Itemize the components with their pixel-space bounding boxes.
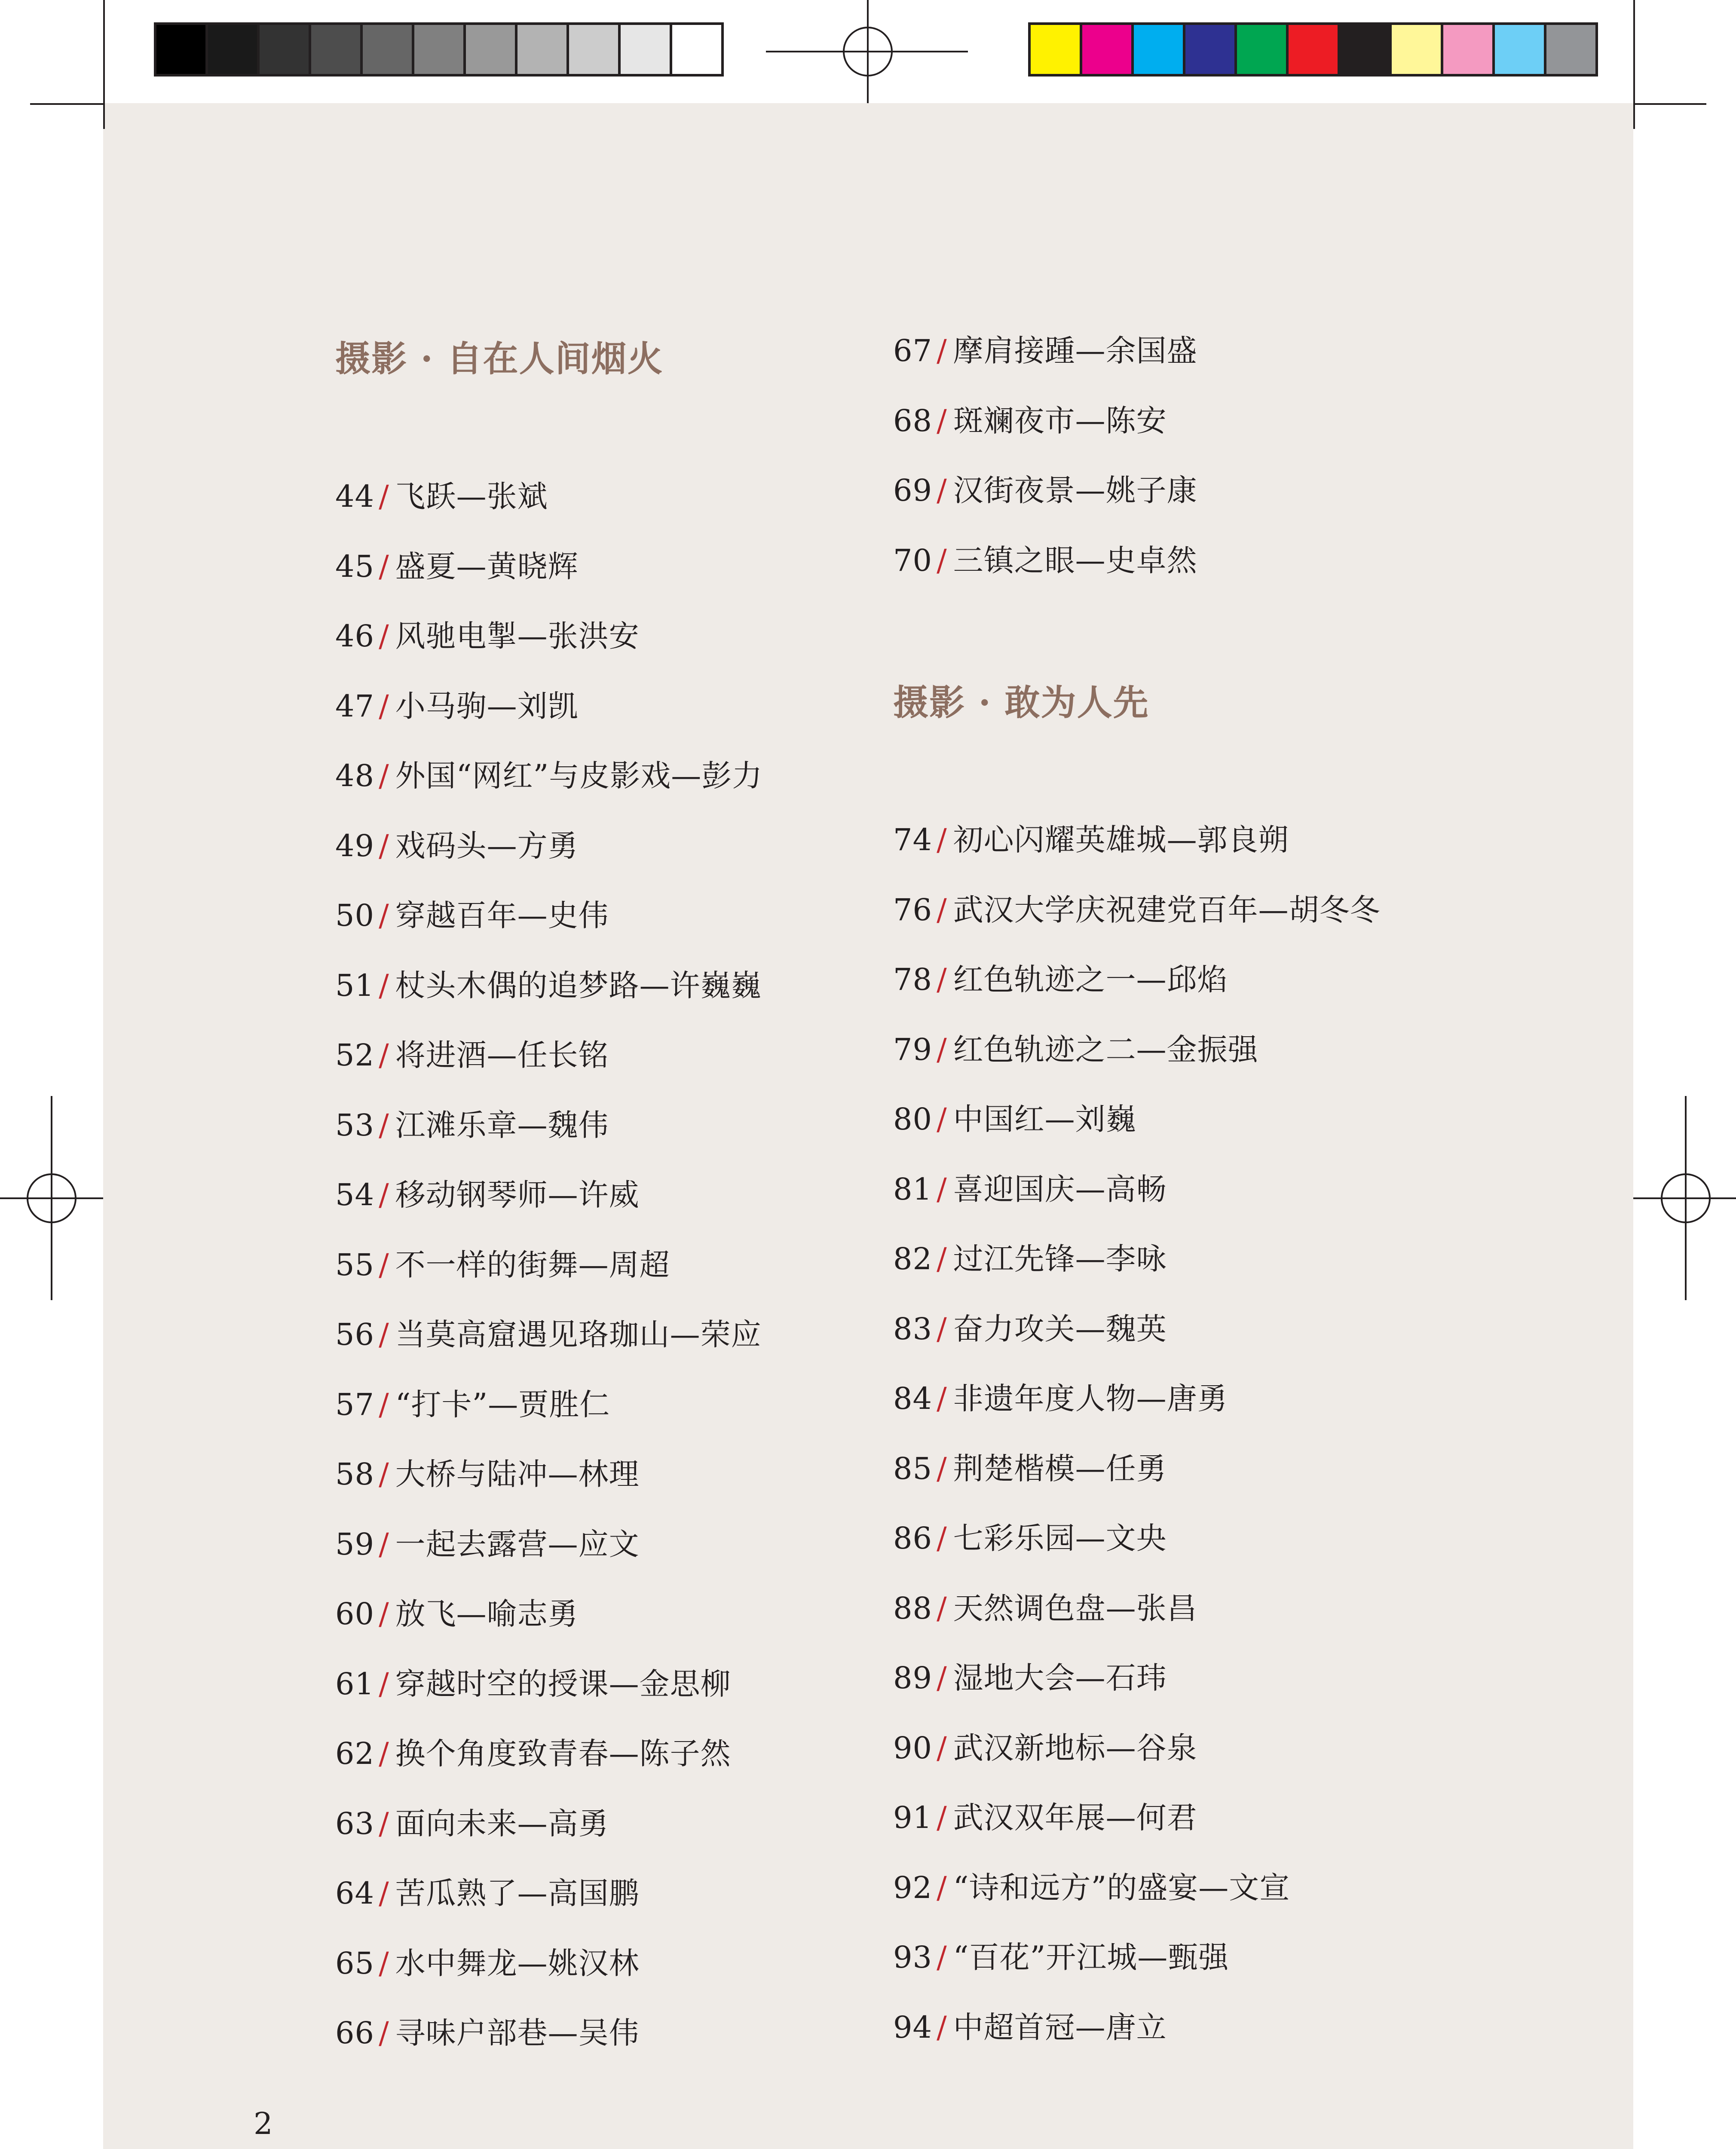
toc-page-number: 76 xyxy=(893,892,933,928)
toc-entry xyxy=(335,824,762,894)
toc-separator: / xyxy=(379,1177,389,1212)
toc-page-number: 81 xyxy=(893,1171,933,1207)
toc-entry xyxy=(335,1173,762,1243)
toc-page-number: 61 xyxy=(335,1666,375,1702)
toc-separator: / xyxy=(937,1660,947,1696)
color-swatch xyxy=(205,22,260,77)
color-swatch xyxy=(1234,22,1289,77)
toc-separator: / xyxy=(379,1317,389,1352)
toc-entry xyxy=(893,1237,1381,1307)
color-swatch xyxy=(1028,22,1082,77)
toc-page-number: 69 xyxy=(893,473,933,508)
color-swatch xyxy=(360,22,414,77)
toc-entry-title: 红色轨迹之一—邱焰 xyxy=(953,962,1228,997)
toc-separator: / xyxy=(937,892,947,928)
toc-list-right-top xyxy=(893,329,1197,609)
toc-separator: / xyxy=(937,1451,947,1486)
toc-separator: / xyxy=(379,1247,389,1283)
toc-separator: / xyxy=(937,542,947,578)
toc-entry-title: 小马驹—刘凯 xyxy=(395,688,579,724)
toc-separator: / xyxy=(937,1311,947,1347)
toc-page-number: 59 xyxy=(335,1526,375,1562)
toc-separator: / xyxy=(937,1800,947,1835)
toc-page-number: 47 xyxy=(335,688,375,724)
toc-page-number: 44 xyxy=(335,479,375,514)
toc-entry xyxy=(335,894,762,964)
toc-page-number: 85 xyxy=(893,1451,933,1486)
toc-separator: / xyxy=(937,1730,947,1766)
toc-separator: / xyxy=(379,688,389,724)
color-swatch xyxy=(1492,22,1546,77)
color-swatch xyxy=(309,22,363,77)
toc-entry xyxy=(335,545,762,615)
toc-page-number: 82 xyxy=(893,1241,933,1277)
color-swatch xyxy=(463,22,517,77)
toc-entry-title: 盛夏—黄晓辉 xyxy=(395,548,579,584)
toc-separator: / xyxy=(379,1107,389,1143)
toc-entry-title: 七彩乐园—文央 xyxy=(953,1521,1167,1556)
toc-separator: / xyxy=(937,1521,947,1556)
toc-list-right xyxy=(893,818,1381,2076)
toc-page-number: 54 xyxy=(335,1177,375,1212)
toc-entry-title: “打卡”—贾胜仁 xyxy=(395,1387,610,1422)
toc-entry xyxy=(893,1866,1381,1936)
toc-entry-title: 换个角度致青春—陈子然 xyxy=(395,1736,731,1771)
toc-separator: / xyxy=(937,1241,947,1277)
toc-entry xyxy=(335,2011,762,2082)
color-swatch xyxy=(257,22,311,77)
toc-entry-title: 摩肩接踵—余国盛 xyxy=(953,333,1197,368)
toc-entry-title: 江滩乐章—魏伟 xyxy=(395,1107,609,1143)
toc-entry-title: 将进酒—任长铭 xyxy=(395,1038,609,1073)
toc-entry xyxy=(335,1523,762,1593)
toc-entry-title: 非遗年度人物—唐勇 xyxy=(953,1381,1228,1416)
toc-page-number: 55 xyxy=(335,1247,375,1283)
toc-separator: / xyxy=(379,548,389,584)
toc-entry-title: “诗和远方”的盛宴—文宣 xyxy=(953,1870,1290,1905)
toc-page-number: 88 xyxy=(893,1590,933,1626)
toc-entry xyxy=(893,1517,1381,1587)
toc-entry xyxy=(893,2006,1381,2076)
toc-entry xyxy=(335,1662,762,1733)
toc-separator: / xyxy=(937,962,947,997)
toc-page-number: 86 xyxy=(893,1521,933,1556)
toc-entry-title: 奋力攻关—魏英 xyxy=(953,1311,1167,1347)
toc-entry xyxy=(893,958,1381,1028)
toc-entry xyxy=(893,1168,1381,1238)
toc-entry xyxy=(893,539,1197,609)
toc-separator: / xyxy=(937,1381,947,1416)
toc-separator: / xyxy=(937,403,947,438)
toc-separator: / xyxy=(937,1590,947,1626)
toc-entry-title: 武汉双年展—何君 xyxy=(953,1800,1197,1835)
toc-entry-title: 喜迎国庆—高畅 xyxy=(953,1171,1167,1207)
toc-entry xyxy=(893,1307,1381,1378)
toc-page-number: 90 xyxy=(893,1730,933,1766)
page-number: 2 xyxy=(254,2106,273,2141)
toc-entry xyxy=(893,1447,1381,1517)
toc-page-number: 50 xyxy=(335,898,375,933)
toc-entry xyxy=(893,329,1197,399)
toc-separator: / xyxy=(379,1666,389,1702)
toc-entry xyxy=(893,399,1197,469)
toc-entry xyxy=(335,1872,762,1942)
toc-page-number: 92 xyxy=(893,1870,933,1905)
toc-separator: / xyxy=(379,758,389,793)
toc-entry-title: 汉街夜景—姚子康 xyxy=(953,473,1197,508)
toc-entry xyxy=(893,469,1197,539)
toc-entry xyxy=(335,1802,762,1872)
toc-page-number: 78 xyxy=(893,962,933,997)
toc-page-number: 63 xyxy=(335,1806,375,1841)
toc-entry xyxy=(335,1313,762,1383)
toc-separator: / xyxy=(379,1596,389,1632)
toc-separator: / xyxy=(379,479,389,514)
toc-entry xyxy=(893,1587,1381,1657)
toc-entry-title: 穿越时空的授课—金思柳 xyxy=(395,1666,731,1702)
toc-entry xyxy=(893,1796,1381,1866)
toc-entry xyxy=(335,964,762,1034)
toc-entry xyxy=(893,1377,1381,1447)
toc-separator: / xyxy=(379,1387,389,1422)
toc-separator: / xyxy=(937,1032,947,1067)
toc-entry-title: 三镇之眼—史卓然 xyxy=(953,542,1197,578)
toc-separator: / xyxy=(379,1806,389,1841)
toc-page-number: 62 xyxy=(335,1736,375,1771)
toc-separator: / xyxy=(937,822,947,857)
toc-entry-title: 中国红—刘巍 xyxy=(953,1102,1136,1137)
toc-entry-title: “百花”开江城—甄强 xyxy=(953,1940,1229,1975)
toc-separator: / xyxy=(937,1870,947,1905)
toc-page-number: 64 xyxy=(335,1876,375,1911)
color-swatch xyxy=(1080,22,1134,77)
toc-entry-title: 外国“网红”与皮影戏—彭力 xyxy=(395,758,763,793)
toc-entry xyxy=(335,1732,762,1802)
toc-page-number: 48 xyxy=(335,758,375,793)
toc-entry xyxy=(335,1243,762,1313)
toc-entry-title: 大桥与陆冲—林理 xyxy=(395,1457,640,1492)
color-swatch xyxy=(1544,22,1598,77)
toc-separator: / xyxy=(937,1171,947,1207)
toc-entry xyxy=(893,818,1381,888)
toc-page-number: 45 xyxy=(335,548,375,584)
toc-entry-title: 苦瓜熟了—高国鹏 xyxy=(395,1876,640,1911)
toc-entry-title: 当莫高窟遇见珞珈山—荣应 xyxy=(395,1317,762,1352)
toc-separator: / xyxy=(937,473,947,508)
color-swatch xyxy=(1441,22,1495,77)
toc-page-number: 57 xyxy=(335,1387,375,1422)
color-swatch xyxy=(515,22,569,77)
toc-separator: / xyxy=(379,828,389,863)
toc-entry-title: 面向未来—高勇 xyxy=(395,1806,609,1841)
color-swatch xyxy=(412,22,466,77)
grayscale-color-bar xyxy=(154,22,724,77)
toc-entry-title: 中超首冠—唐立 xyxy=(953,2009,1167,2045)
toc-entry-title: 移动钢琴师—许威 xyxy=(395,1177,640,1212)
toc-entry-title: 飞跃—张斌 xyxy=(395,479,548,514)
toc-separator: / xyxy=(379,967,389,1003)
toc-page-number: 66 xyxy=(335,2015,375,2051)
toc-entry-title: 武汉新地标—谷泉 xyxy=(953,1730,1197,1766)
toc-entry-title: 戏码头—方勇 xyxy=(395,828,579,863)
toc-entry xyxy=(335,1104,762,1174)
toc-separator: / xyxy=(937,1102,947,1137)
toc-entry-title: 寻味户部巷—吴伟 xyxy=(395,2015,640,2051)
toc-page-number: 70 xyxy=(893,542,933,578)
toc-separator: / xyxy=(379,618,389,654)
color-swatch xyxy=(1286,22,1340,77)
toc-page-number: 49 xyxy=(335,828,375,863)
toc-entry xyxy=(893,1656,1381,1727)
toc-page-number: 52 xyxy=(335,1038,375,1073)
toc-page-number: 94 xyxy=(893,2009,933,2045)
toc-entry xyxy=(893,1936,1381,2006)
toc-separator: / xyxy=(379,1526,389,1562)
toc-page-number: 60 xyxy=(335,1596,375,1632)
toc-separator: / xyxy=(379,898,389,933)
toc-separator: / xyxy=(937,1940,947,1975)
toc-entry-title: 杖头木偶的追梦路—许巍巍 xyxy=(395,967,762,1003)
toc-page-number: 46 xyxy=(335,618,375,654)
toc-entry-title: 水中舞龙—姚汉林 xyxy=(395,1945,640,1981)
toc-separator: / xyxy=(379,1876,389,1911)
toc-entry xyxy=(893,1098,1381,1168)
toc-separator: / xyxy=(379,1945,389,1981)
toc-page-number: 74 xyxy=(893,822,933,857)
color-swatch xyxy=(618,22,672,77)
toc-entry-title: 天然调色盘—张昌 xyxy=(953,1590,1197,1626)
toc-entry xyxy=(335,1034,762,1104)
page-background xyxy=(103,103,1633,2149)
toc-entry-title: 斑斓夜市—陈安 xyxy=(953,403,1167,438)
toc-entry-title: 放飞—喻志勇 xyxy=(395,1596,579,1632)
toc-entry xyxy=(335,1942,762,2012)
toc-page-number: 83 xyxy=(893,1311,933,1347)
color-swatch xyxy=(154,22,208,77)
section-title-left: 摄影 · 自在人间烟火 xyxy=(335,338,664,380)
toc-page-number: 84 xyxy=(893,1381,933,1416)
toc-page-number: 91 xyxy=(893,1800,933,1835)
toc-entry-title: 红色轨迹之二—金振强 xyxy=(953,1032,1258,1067)
toc-entry-title: 武汉大学庆祝建党百年—胡冬冬 xyxy=(953,892,1381,928)
toc-separator: / xyxy=(379,1736,389,1771)
toc-page-number: 79 xyxy=(893,1032,933,1067)
process-color-bar xyxy=(1028,22,1598,77)
toc-entry xyxy=(335,1383,762,1453)
toc-page-number: 67 xyxy=(893,333,933,368)
toc-entry xyxy=(893,1727,1381,1797)
toc-entry xyxy=(335,1592,762,1662)
toc-separator: / xyxy=(379,1038,389,1073)
toc-separator: / xyxy=(937,2009,947,2045)
toc-entry xyxy=(335,754,762,824)
toc-list-left xyxy=(335,475,762,2082)
toc-entry-title: 过江先锋—李咏 xyxy=(953,1241,1167,1277)
section-title-right: 摄影 · 敢为人先 xyxy=(893,682,1149,723)
toc-entry-title: 穿越百年—史伟 xyxy=(395,898,609,933)
toc-entry-title: 湿地大会—石玮 xyxy=(953,1660,1167,1696)
toc-entry xyxy=(335,685,762,755)
toc-page-number: 53 xyxy=(335,1107,375,1143)
toc-separator: / xyxy=(379,2015,389,2051)
color-swatch xyxy=(670,22,724,77)
toc-page-number: 80 xyxy=(893,1102,933,1137)
toc-entry xyxy=(893,1028,1381,1098)
toc-entry xyxy=(335,475,762,545)
toc-page-number: 56 xyxy=(335,1317,375,1352)
toc-entry xyxy=(893,888,1381,958)
toc-page-number: 89 xyxy=(893,1660,933,1696)
toc-entry xyxy=(335,615,762,685)
toc-entry-title: 一起去露营—应文 xyxy=(395,1526,640,1562)
toc-entry-title: 风驰电掣—张洪安 xyxy=(395,618,640,654)
toc-entry-title: 初心闪耀英雄城—郭良朔 xyxy=(953,822,1289,857)
toc-entry-title: 不一样的街舞—周超 xyxy=(395,1247,670,1283)
color-swatch xyxy=(566,22,621,77)
toc-page-number: 68 xyxy=(893,403,933,438)
color-swatch xyxy=(1389,22,1443,77)
toc-separator: / xyxy=(379,1457,389,1492)
toc-entry xyxy=(335,1453,762,1523)
toc-page-number: 58 xyxy=(335,1457,375,1492)
toc-page-number: 65 xyxy=(335,1945,375,1981)
color-swatch xyxy=(1183,22,1237,77)
toc-separator: / xyxy=(937,333,947,368)
toc-page-number: 93 xyxy=(893,1940,933,1975)
toc-page-number: 51 xyxy=(335,967,375,1003)
color-swatch xyxy=(1131,22,1185,77)
color-swatch xyxy=(1338,22,1392,77)
toc-entry-title: 荆楚楷模—任勇 xyxy=(953,1451,1167,1486)
